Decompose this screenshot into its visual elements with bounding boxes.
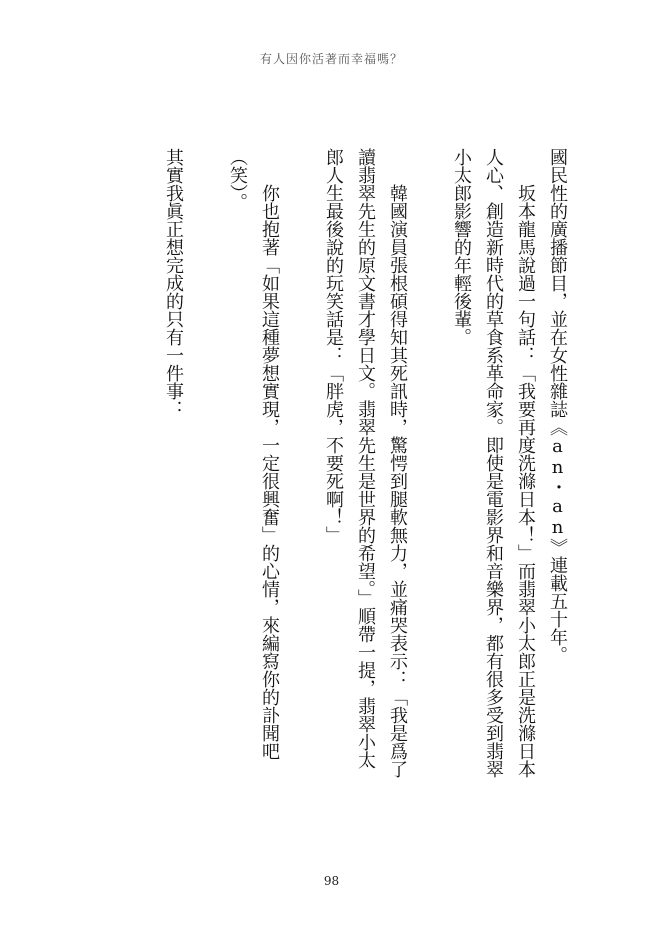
body-line-7: 郎人生最後說的玩笑話是：「胖虎，不要死啊！」 bbox=[323, 148, 344, 544]
body-line-2: 坂本龍馬說過一句話：「我要再度洗滌日本！」而翡翠小太郎正是洗滌日本 bbox=[515, 184, 536, 778]
running-header: 有人因你活著而幸福嗎？ bbox=[259, 52, 403, 66]
body-line-1: 國民性的廣播節目，並在女性雜誌《an・an》連載五十年。 bbox=[547, 148, 568, 664]
body-line-10: 其實我眞正想完成的只有一件事： bbox=[163, 148, 184, 418]
body-line-4: 小太郎影響的年輕後輩。 bbox=[451, 148, 472, 346]
body-line-3: 人心、創造新時代的草食系革命家。即使是電影界和音樂界，都有很多受到翡翠 bbox=[483, 148, 504, 778]
body-line-5: 韓國演員張根碩得知其死訊時，驚愕到腿軟無力，並痛哭表示：「我是爲了 bbox=[387, 184, 408, 778]
body-line-8: 你也抱著「如果這種夢想實現，一定很興奮」的心情，來編寫你的訃聞吧 bbox=[259, 184, 280, 760]
body-line-9: （笑）。 bbox=[227, 148, 248, 211]
vertical-text-block bbox=[157, 148, 573, 818]
body-line-6: 讀翡翠先生的原文書才學日文。翡翠先生是世界的希望。」順帶一提，翡翠小太 bbox=[355, 148, 376, 769]
page-number: 98 bbox=[323, 874, 340, 888]
